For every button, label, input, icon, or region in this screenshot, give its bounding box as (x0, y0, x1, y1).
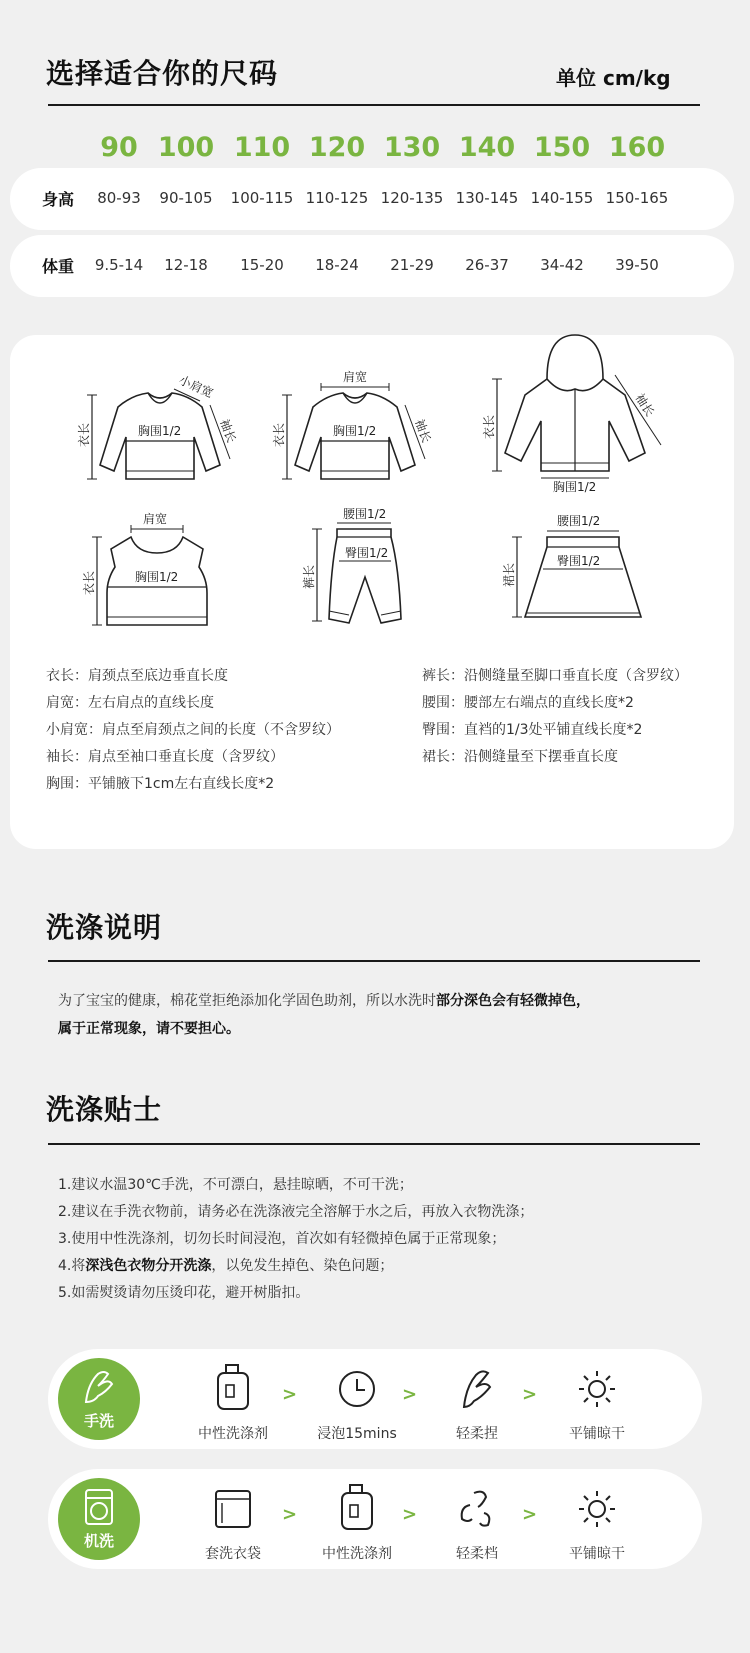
shoulder-label: 肩宽 (143, 512, 168, 526)
step-detergent (178, 1363, 288, 1442)
step-label: 浸泡15mins (317, 1426, 397, 1442)
wash-notes-bold: 属于正常现象，请不要担心。 (58, 1021, 240, 1037)
skirt-length-label: 裙长 (502, 562, 516, 587)
size-label: 90 (100, 132, 138, 163)
step-arrow: > (522, 1384, 538, 1405)
definition-waist: 腰围：腰部左右端点的直线长度*2 (422, 695, 634, 711)
body-length-label: 衣长 (77, 422, 91, 447)
clock-icon (302, 1363, 412, 1413)
divider (48, 104, 700, 106)
step-detergent (302, 1483, 412, 1562)
vest-diagram (75, 507, 235, 637)
pants-length-label: 裤长 (302, 564, 316, 589)
step-label: 中性洗涤剂 (198, 1426, 268, 1442)
step-gentle-squeeze (422, 1363, 532, 1442)
chest-label: 胸围1/2 (138, 424, 182, 438)
step-soak (302, 1363, 412, 1442)
step-label: 平铺晾干 (569, 1546, 625, 1562)
sleeve-label: 袖长 (217, 417, 239, 445)
step-label: 套洗衣袋 (205, 1546, 261, 1562)
washing-machine-icon (58, 1482, 140, 1532)
body-length-label: 衣长 (482, 414, 496, 439)
skirt-diagram (495, 507, 655, 637)
step-label: 平铺晾干 (569, 1426, 625, 1442)
sun-icon (542, 1363, 652, 1413)
height-row (10, 168, 734, 230)
weight-value: 34-42 (540, 256, 584, 274)
wash-tip-text: ，以免发生掉色、染色问题； (211, 1258, 394, 1274)
hand-wash-badge (58, 1358, 140, 1440)
step-arrow: > (282, 1504, 298, 1525)
definition-small-shoulder: 小肩宽：肩点至肩颈点之间的长度（不含罗纹） (46, 722, 340, 738)
height-value: 100-115 (230, 189, 294, 207)
chest-label: 胸围1/2 (135, 570, 179, 584)
weight-value: 18-24 (315, 256, 359, 274)
wash-tip-2: 2.建议在手洗衣物前，请务必在洗涤液完全溶解于水之后，再放入衣物洗涤； (58, 1204, 534, 1220)
height-value: 90-105 (159, 189, 213, 207)
wash-tips-title: 洗涤贴士 (46, 1093, 163, 1126)
height-value: 110-125 (305, 189, 369, 207)
wash-notes-line2 (58, 1018, 240, 1038)
detergent-icon (178, 1363, 288, 1413)
gentle-cycle-icon (422, 1483, 532, 1533)
body-length-label: 衣长 (272, 422, 286, 447)
hoodie-diagram (482, 335, 685, 495)
laundry-bag-icon (178, 1483, 288, 1533)
body-length-label: 衣长 (82, 570, 96, 595)
divider (48, 960, 700, 962)
size-label: 160 (608, 132, 666, 163)
wash-tip-1: 1.建议水温30℃手洗，不可漂白，悬挂晾晒，不可干洗； (58, 1177, 413, 1193)
step-label: 轻柔档 (456, 1546, 498, 1562)
size-header-row (0, 132, 750, 172)
height-value: 150-165 (605, 189, 669, 207)
sun-icon (542, 1483, 652, 1533)
height-value: 140-155 (530, 189, 594, 207)
definition-sleeve: 袖长：肩点至袖口垂直长度（含罗纹） (46, 749, 284, 765)
detergent-icon (302, 1483, 412, 1533)
machine-wash-badge (58, 1478, 140, 1560)
weight-value: 21-29 (390, 256, 434, 274)
size-label: 130 (383, 132, 441, 163)
definition-shoulder: 肩宽：左右肩点的直线长度 (46, 695, 214, 711)
waist-label: 腰围1/2 (557, 514, 601, 528)
size-label: 140 (458, 132, 516, 163)
sweatshirt-diagram-shoulder (265, 355, 445, 505)
step-arrow: > (402, 1384, 418, 1405)
wash-tip-5: 5.如需熨烫请勿压烫印花，避开树脂扣。 (58, 1285, 310, 1301)
size-label: 110 (233, 132, 291, 163)
gentle-hand-icon (422, 1363, 532, 1413)
hip-label: 臀围1/2 (557, 554, 601, 568)
weight-label: 体重 (42, 257, 75, 276)
wash-notes-title: 洗涤说明 (46, 911, 163, 944)
height-label: 身高 (42, 190, 75, 209)
wash-tip-bold: 深浅色衣物分开洗涤 (85, 1258, 212, 1274)
definition-hip: 臀围：直裆的1/3处平铺直线长度*2 (422, 722, 643, 738)
divider (48, 1143, 700, 1145)
chest-label: 胸围1/2 (553, 480, 597, 494)
wash-tip-text: 4.将 (58, 1258, 86, 1274)
weight-value: 12-18 (164, 256, 208, 274)
machine-wash-band (48, 1469, 702, 1569)
hand-wash-label: 手洗 (83, 1412, 114, 1430)
height-value: 80-93 (97, 189, 141, 207)
size-label: 100 (157, 132, 215, 163)
weight-value: 39-50 (615, 256, 659, 274)
wash-notes-text: 为了宝宝的健康，棉花堂拒绝添加化学固色助剂，所以水洗时 (58, 993, 436, 1009)
wash-notes-bold: 部分深色会有轻微掉色， (436, 993, 590, 1009)
weight-value: 9.5-14 (94, 256, 144, 274)
waist-label: 腰围1/2 (343, 507, 387, 521)
step-dry-flat (542, 1363, 652, 1442)
shoulder-label: 肩宽 (343, 370, 368, 384)
pants-diagram (295, 507, 435, 637)
sleeve-label: 袖长 (632, 391, 658, 419)
size-title: 选择适合你的尺码 (46, 57, 279, 90)
weight-value: 15-20 (240, 256, 284, 274)
hand-wash-band (48, 1349, 702, 1449)
step-gentle-cycle (422, 1483, 532, 1562)
height-value: 120-135 (380, 189, 444, 207)
step-arrow: > (522, 1504, 538, 1525)
sleeve-label: 袖长 (412, 417, 434, 445)
unit-label: 单位 cm/kg (556, 66, 671, 90)
step-dry-flat (542, 1483, 652, 1562)
size-label: 120 (308, 132, 366, 163)
definition-body-length: 衣长：肩颈点至底边垂直长度 (46, 668, 228, 684)
wash-tip-4 (58, 1255, 393, 1275)
small-shoulder-label: 小肩宽 (176, 372, 216, 401)
step-arrow: > (402, 1504, 418, 1525)
step-label: 中性洗涤剂 (322, 1546, 392, 1562)
weight-row (10, 235, 734, 297)
hip-label: 臀围1/2 (345, 546, 389, 560)
weight-value: 26-37 (465, 256, 509, 274)
hand-icon (58, 1362, 140, 1412)
step-laundry-bag (178, 1483, 288, 1562)
definition-pants-length: 裤长：沿侧缝量至脚口垂直长度（含罗纹） (422, 668, 688, 684)
size-label: 150 (533, 132, 591, 163)
chest-label: 胸围1/2 (333, 424, 377, 438)
step-label: 轻柔捏 (456, 1426, 498, 1442)
step-arrow: > (282, 1384, 298, 1405)
machine-wash-label: 机洗 (83, 1532, 114, 1550)
height-value: 130-145 (455, 189, 519, 207)
definition-chest: 胸围：平铺腋下1cm左右直线长度*2 (46, 776, 275, 792)
definition-skirt-length: 裙长：沿侧缝量至下摆垂直长度 (422, 749, 618, 765)
wash-tip-3: 3.使用中性洗涤剂，切勿长时间浸泡，首次如有轻微掉色属于正常现象； (58, 1231, 506, 1247)
measurement-card (10, 335, 734, 849)
wash-notes-line1 (58, 990, 590, 1010)
sweatshirt-diagram (70, 355, 250, 505)
